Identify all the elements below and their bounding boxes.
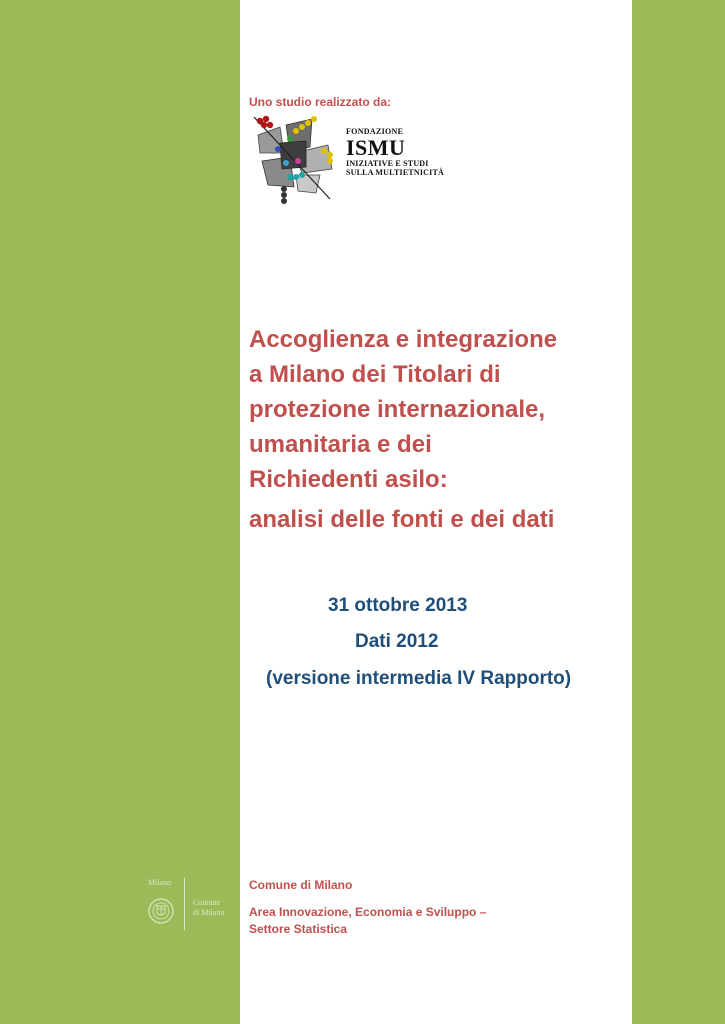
footer-area: Area Innovazione, Economia e Sviluppo –	[249, 905, 487, 919]
crest-word2: di Milano	[193, 908, 225, 917]
crest-emblem-icon	[146, 896, 176, 926]
logo-fondazione: FONDAZIONE	[346, 127, 404, 136]
footer-org: Comune di Milano	[249, 878, 353, 892]
crest-divider	[184, 878, 185, 930]
title-line: a Milano dei Titolari di	[249, 361, 501, 388]
logo-name: ISMU	[346, 135, 406, 160]
publication-date: 31 ottobre 2013	[328, 595, 468, 616]
intro-text: Uno studio realizzato da:	[249, 95, 392, 109]
right-green-band	[632, 0, 725, 1024]
ismu-logo-text	[346, 128, 444, 177]
title-line: Richiedenti asilo:	[249, 466, 448, 493]
document-title	[249, 322, 624, 497]
comune-milano-crest	[138, 874, 238, 934]
crest-city: Milano	[148, 878, 172, 887]
left-green-band	[0, 0, 240, 1024]
title-line: protezione internazionale,	[249, 396, 546, 423]
data-year: Dati 2012	[355, 631, 439, 652]
document-subtitle: analisi delle fonti e dei dati	[249, 506, 555, 533]
logo-line1: INIZIATIVE E STUDI	[346, 159, 429, 168]
footer-sector: Settore Statistica	[249, 922, 348, 936]
title-line: umanitaria e dei	[249, 431, 432, 458]
version-note: (versione intermedia IV Rapporto)	[266, 668, 572, 689]
crest-word1: Comune	[193, 898, 221, 907]
title-line: Accoglienza e integrazione	[249, 326, 558, 353]
logo-line2: SULLA MULTIETNICITÀ	[346, 168, 444, 177]
ismu-logo-icon	[250, 113, 342, 205]
